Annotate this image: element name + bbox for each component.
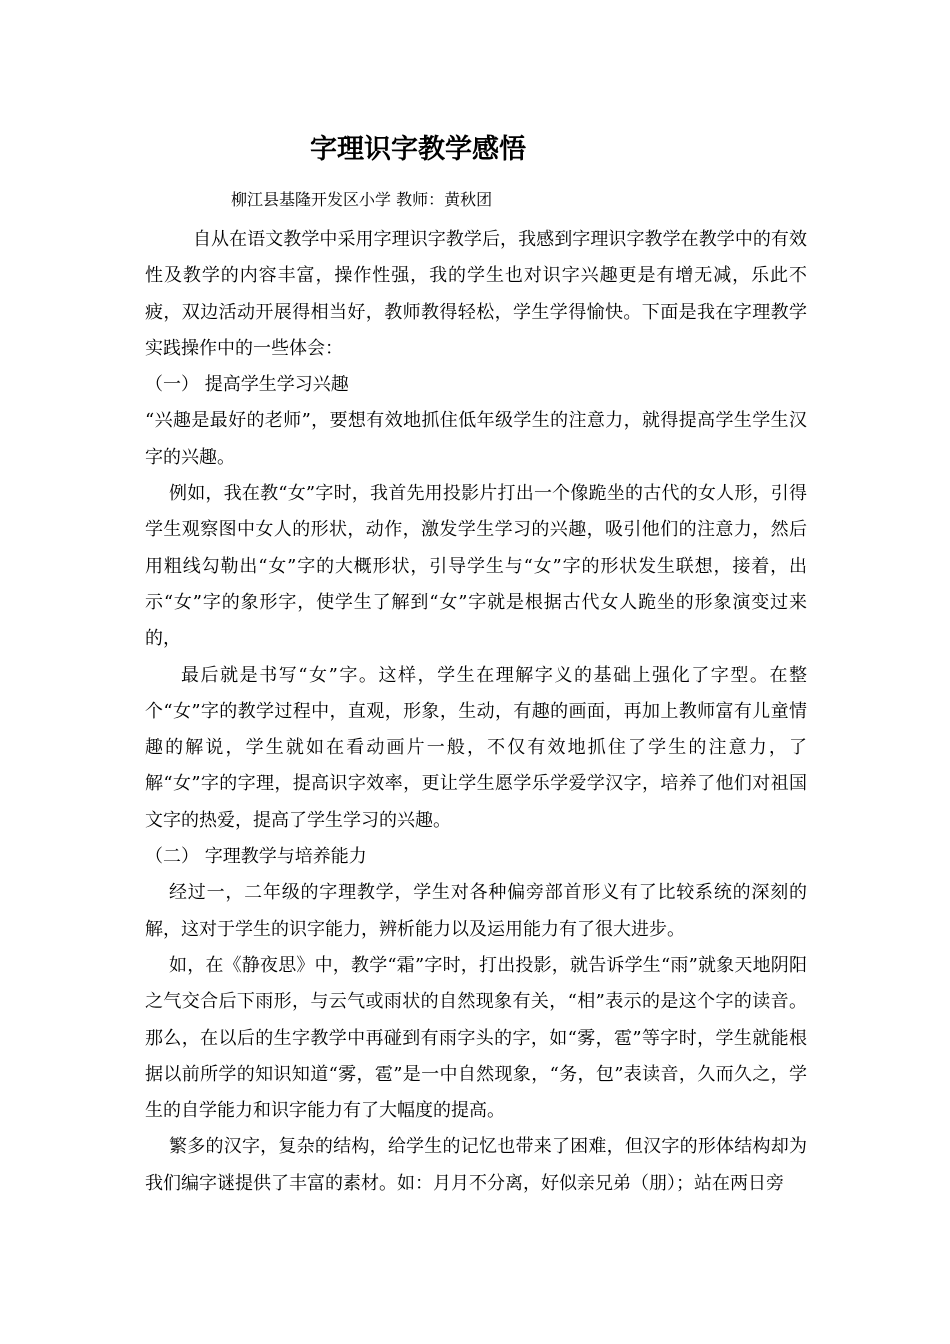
- paragraph-writing: 最后就是书写“女”字。这样，学生在理解字义的基础上强化了字型。在整个“女”字的教学过程中，直观，形象，生动，有趣的画面，再加上教师富有儿童情趣的解说，学生就如在看动画片一般，不仅有效地抓住了学生的注意力，了解“女”字的字理，提高识字效率，更让学生愿学乐学爱学汉字，培养了他们对祖国文字的热爱，提高了学生学习的兴趣。: [145, 664, 807, 831]
- document-body: [145, 222, 807, 1202]
- section-heading-1: （一） 提高学生学习兴趣: [145, 374, 349, 396]
- author-byline: 柳江县基隆开发区小学 教师：黄秋团: [231, 190, 493, 209]
- section-heading-2: （二） 字理教学与培养能力: [145, 846, 367, 868]
- paragraph-example-nv: 例如，我在教“女”字时，我首先用投影片打出一个像跪坐的古代的女人形，引得学生观察图中女人的形状，动作，激发学生学习的兴趣，吸引他们的注意力，然后用粗线勾勒出“女”字的大概形状，引导学生与“女”字的形状发生联想，接着，出示“女”字的象形字，使学生了解到“女”字就是根据古代女人跪坐的形象演变过来的，: [145, 483, 807, 650]
- paragraph-ability: 经过一，二年级的字理教学，学生对各种偏旁部首形义有了比较系统的深刻的解，这对于学生的识字能力，辨析能力以及运用能力有了很大进步。: [145, 882, 807, 940]
- document-title: 字理识字教学感悟: [310, 134, 526, 165]
- paragraph-interest: “兴趣是最好的老师”，要想有效地抓住低年级学生的注意力，就得提高学生学生汉字的兴趣。: [145, 410, 807, 468]
- paragraph-intro: 自从在语文教学中采用字理识字教学后，我感到字理识字教学在教学中的有效性及教学的内容丰富，操作性强，我的学生也对识字兴趣更是有增无减，乐此不疲，双边活动开展得相当好，教师教得轻松，学生学得愉快。下面是我在字理教学实践操作中的一些体会：: [145, 229, 807, 359]
- paragraph-riddles: 繁多的汉字，复杂的结构，给学生的记忆也带来了困难，但汉字的形体结构却为我们编字谜提供了丰富的素材。如：月月不分离，好似亲兄弟（朋）；站在两日旁: [145, 1136, 807, 1194]
- paragraph-example-shuang: 如，在《静夜思》中，教学“霜”字时，打出投影，就告诉学生“雨”就象天地阴阳之气交合后下雨形，与云气或雨状的自然现象有关，“相”表示的是这个字的读音。那么，在以后的生字教学中再碰到有雨字头的字，如“雾，雹”等字时，学生就能根据以前所学的知识知道“雾，雹”是一中自然现象，“务，包”表读音，久而久之，学生的自学能力和识字能力有了大幅度的提高。: [145, 954, 807, 1122]
